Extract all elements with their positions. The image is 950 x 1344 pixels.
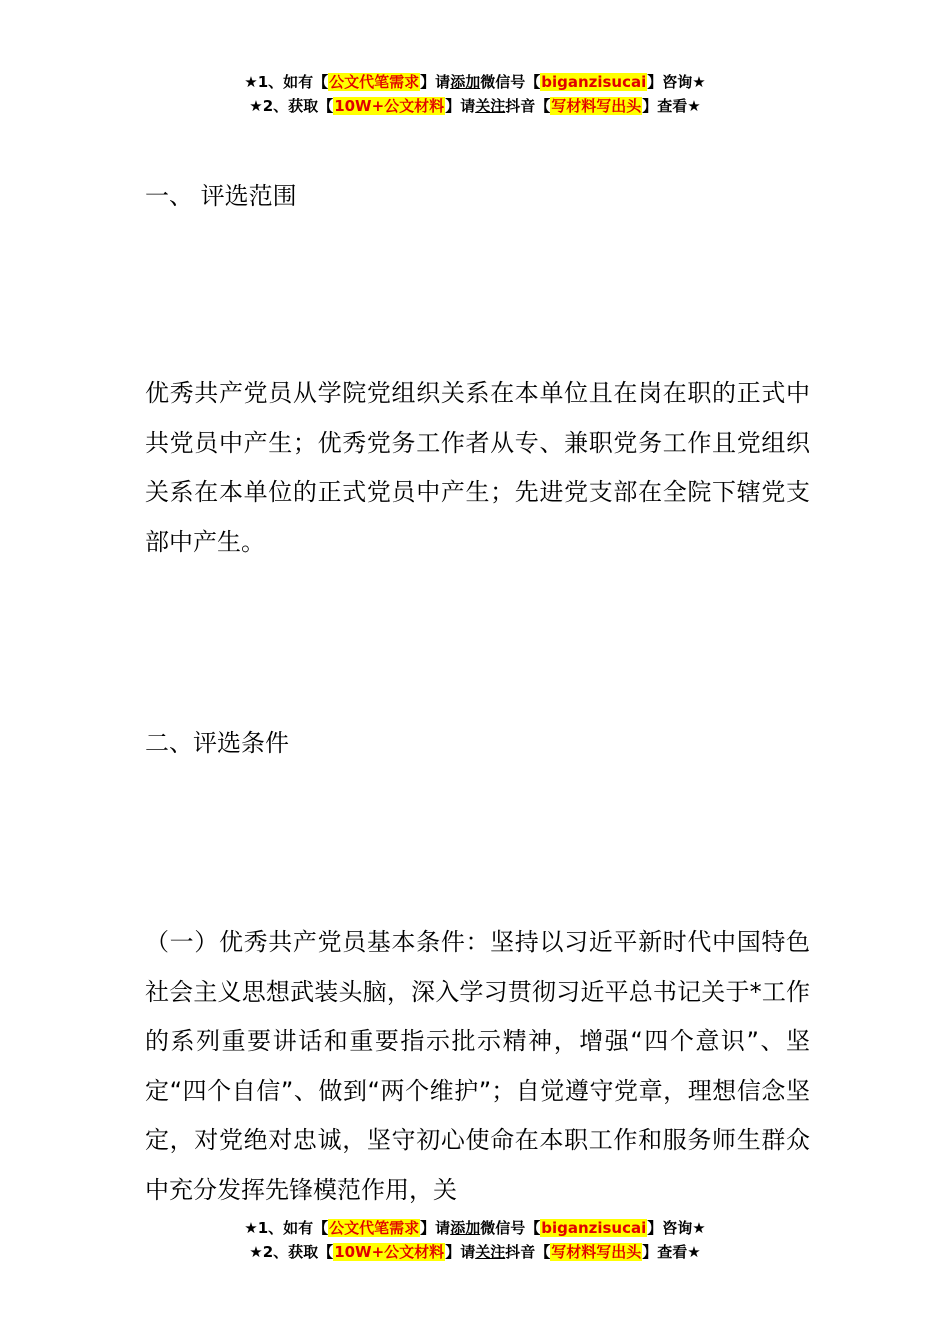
underlined-text: 关注 (475, 1243, 506, 1261)
highlight-text: 10W+公文材料 (334, 97, 445, 115)
underlined-text: 添加 (450, 73, 481, 91)
highlight-text: 写材料写出头 (551, 1243, 642, 1261)
bottom-banner-line-2: ★2、获取【10W+公文材料】请关注抖音【写材料写出头】查看★ (249, 1243, 701, 1261)
highlight-text: 10W+公文材料 (334, 1243, 445, 1261)
bottom-banner (0, 1216, 950, 1264)
underlined-text: 关注 (475, 97, 506, 115)
top-banner-line-2: ★2、获取【10W+公文材料】请关注抖音【写材料写出头】查看★ (249, 97, 701, 115)
highlight-text: 公文代笔需求 (329, 73, 420, 91)
highlight-text: biganzisucai (541, 1219, 647, 1237)
top-banner-line-1: ★1、如有【公文代笔需求】请添加微信号【biganzisucai】咨询★ (244, 73, 706, 91)
section-2-heading: 二、评选条件 (145, 729, 289, 757)
section-1-paragraph: 优秀共产党员从学院党组织关系在本单位且在岗在职的正式中共党员中产生；优秀党务工作者从专、兼职党务工作且党组织关系在本单位的正式党员中产生；先进党支部在全院下辖党支部中产生。 (145, 379, 810, 556)
top-banner (0, 70, 950, 118)
highlight-text: 写材料写出头 (551, 97, 642, 115)
section-1-heading: 一、 评选范围 (145, 182, 297, 210)
highlight-text: biganzisucai (541, 73, 647, 91)
bottom-banner-line-1: ★1、如有【公文代笔需求】请添加微信号【biganzisucai】咨询★ (244, 1219, 706, 1237)
highlight-text: 公文代笔需求 (329, 1219, 420, 1237)
section-2-paragraph: （一）优秀共产党员基本条件：坚持以习近平新时代中国特色社会主义思想武装头脑，深入学习贯彻习近平总书记关于*工作的系列重要讲话和重要指示批示精神，增强“四个意识”、坚定“四个自信”、做到“两个维护”；自觉遵守党章，理想信念坚定，对党绝对忠诚，坚守初心使命在本职工作和服务师生群众中充分发挥先锋模范作用，关 (145, 928, 810, 1204)
underlined-text: 添加 (450, 1219, 481, 1237)
